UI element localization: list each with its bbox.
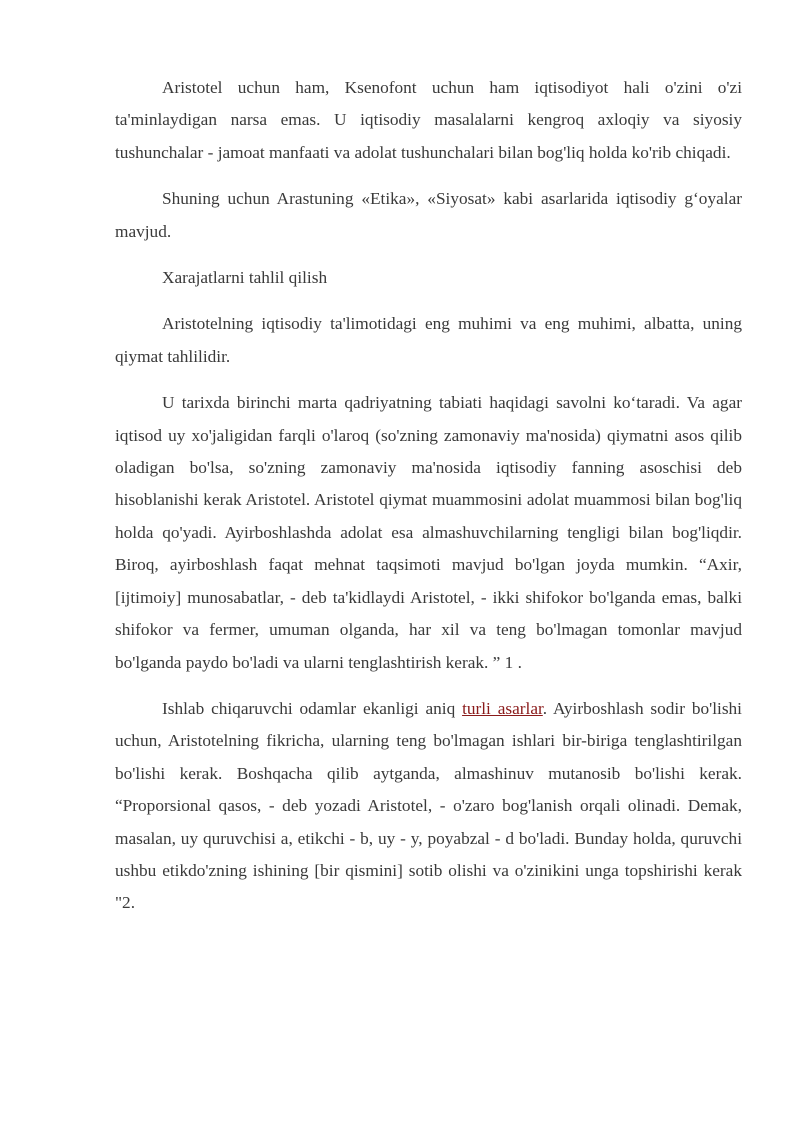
paragraph-5-text-end: . Ayirboshlash sodir bo'lishi uchun, Aristotelning fikricha, ularning teng bo'lmagan ishlari bir-biriga tenglashtirilgan bo'lishi kerak. Boshqacha qilib aytganda, almashinuv mutanosib bo'lishi kerak. “Proporsional qasos, - deb yozadi Aristotel, - o'zaro bog'lanish orqali olinadi. Demak, masalan, uy quruvchisi a, etikchi - b, uy - y, poyabzal - d bo'ladi. Bunday holda, quruvchi ushbu etikdo'zning ishining [bir qismini] sotib olishi va o'zinikini unga topshirishi kerak "2.	[115, 698, 742, 913]
paragraph-5-text-start: Ishlab chiqaruvchi odamlar ekanligi aniq	[162, 698, 463, 718]
paragraph-3: Aristotelning iqtisodiy ta'limotidagi eng muhimi va eng muhimi, albatta, uning qiymat tahlilidir.	[115, 314, 742, 366]
paragraph-5	[115, 693, 742, 920]
paragraph-4: U tarixda birinchi marta qadriyatning tabiati haqidagi savolni ko‘taradi. Va agar iqtisod uy xo'jaligidan farqli o'laroq (so'zning zamonaviy ma'nosida) qiymatni asos qilib oladigan bo'lsa, so'zning zamonaviy ma'nosida iqtisodiy fanning asoschisi deb hisoblanishi kerak Aristotel. Aristotel qiymat muammosini adolat muammosi bilan bog'liq holda qo'yadi. Ayirboshlashda adolat esa almashuvchilarning tengligi bilan bog'liqdir. Biroq, ayirboshlash faqat mehnat taqsimoti mavjud bo'lgan joyda mumkin. “Axir, [ijtimoiy] munosabatlar, - deb ta'kidlaydi Aristotel, - ikki shifokor bo'lganda emas, balki shifokor va fermer, umuman olganda, har xil va teng bo'lmagan tomonlar mavjud bo'lganda paydo bo'ladi va ularni tenglashtirish kerak. ” 1 .	[115, 393, 742, 672]
paragraph-2: Shuning uchun Arastuning «Etika», «Siyosat» kabi asarlarida iqtisodiy g‘oyalar mavjud.	[115, 189, 742, 241]
paragraph-1: Aristotel uchun ham, Ksenofont uchun ham iqtisodiyot hali o'zini o'zi ta'minlaydigan narsa emas. U iqtisodiy masalalarni kengroq axloqiy va siyosiy tushunchalar - jamoat manfaati va adolat tushunchalari bilan bog'liq holda ko'rib chiqadi.	[115, 78, 742, 162]
section-heading: Xarajatlarni tahlil qilish	[162, 268, 328, 288]
document-body	[115, 72, 742, 934]
turli-asarlar-link[interactable]: turli asarlar	[462, 698, 543, 718]
